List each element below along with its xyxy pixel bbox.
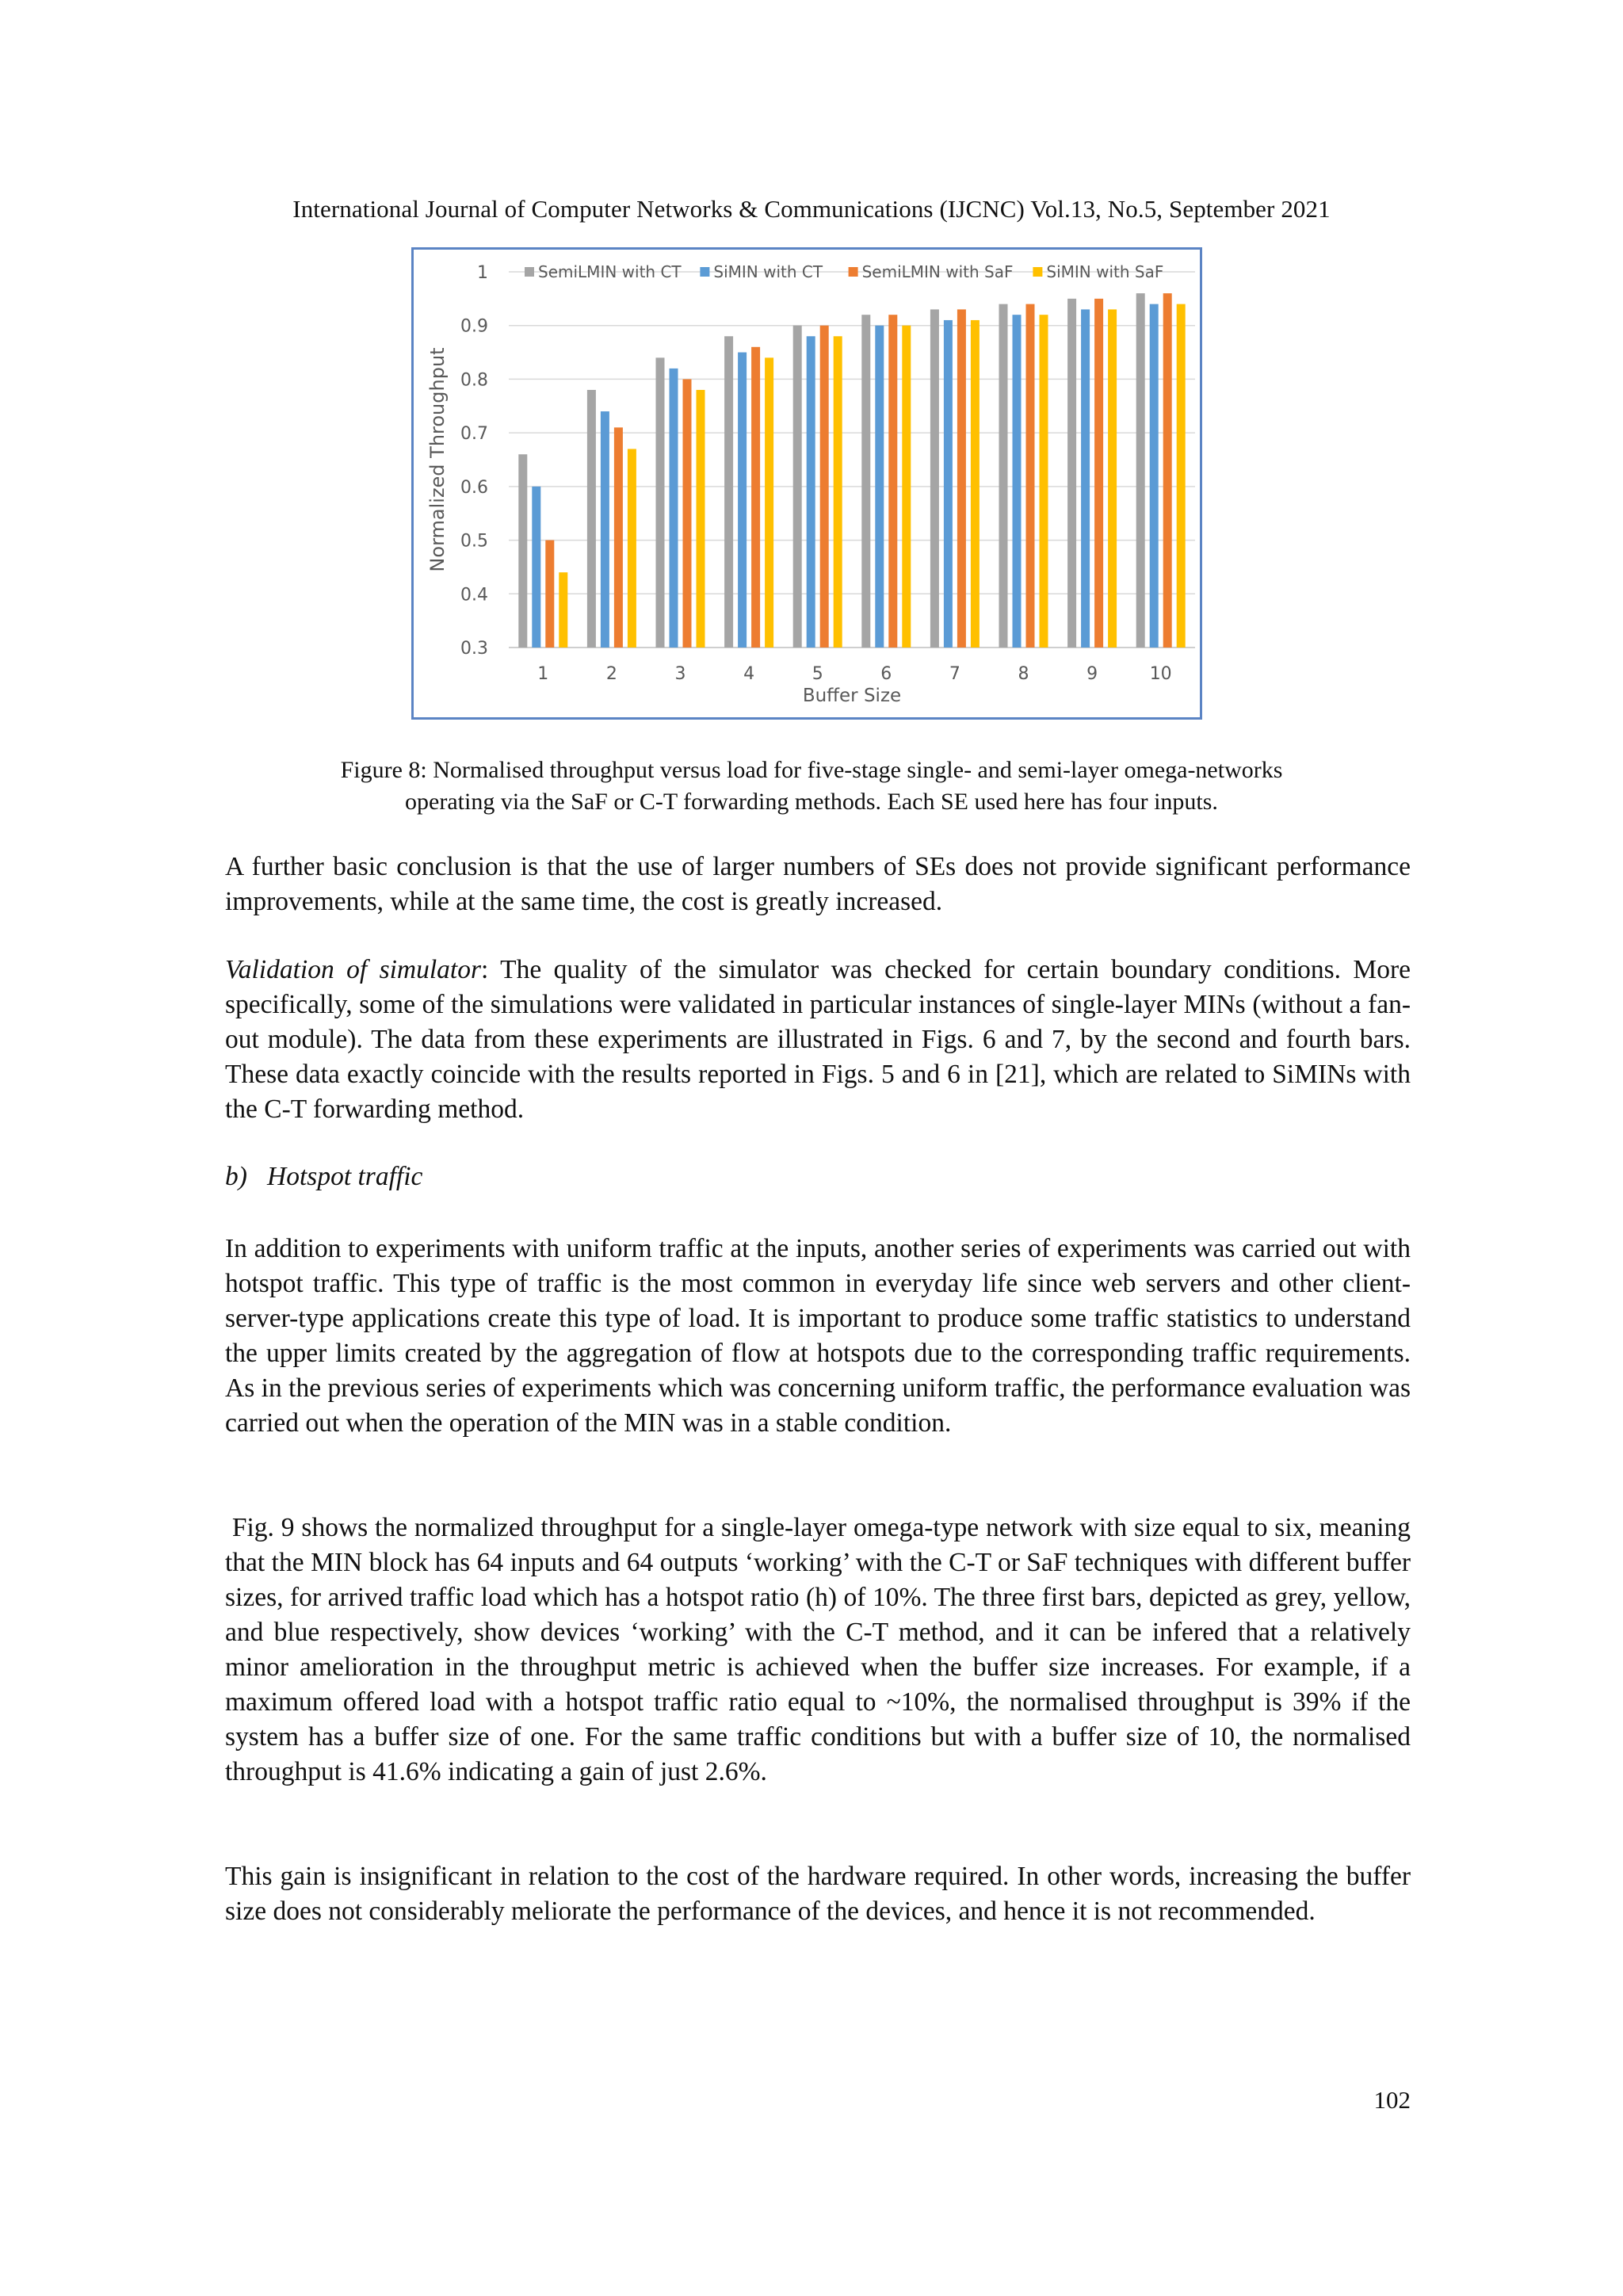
x-tick-label: 6 — [880, 664, 892, 684]
bar — [1067, 299, 1076, 648]
bar — [518, 454, 527, 648]
y-tick-label: 1 — [477, 263, 488, 283]
bar — [1094, 299, 1103, 648]
x-tick-label: 1 — [537, 664, 549, 684]
y-tick-label: 0.9 — [460, 316, 488, 337]
bar — [670, 369, 678, 648]
x-tick-label: 8 — [1018, 664, 1029, 684]
caption-line-2: operating via the SaF or C-T forwarding methods. Each SE used here has four inputs. — [405, 789, 1218, 815]
validation-text: : The quality of the simulator was checked for certain boundary conditions. More specifically, some of the simulations were validated in particular instances of single-layer MINs (without a fan-out module). The data from these experiments are illustrated in Figs. 6 and 7, by the second and fourth bars. These data exactly coincide with the results reported in Figs. 5 and 6 in [21], which are related to SiMINs with the C-T forwarding method. — [225, 955, 1411, 1124]
paragraph-conclusion: A further basic conclusion is that the use of larger numbers of SEs does not provide significant performance improvements, while at the same time, the cost is greatly increased. — [225, 852, 1411, 916]
legend-label: SemiLMIN with CT — [538, 262, 682, 281]
bar — [793, 326, 802, 648]
legend-label: SiMIN with CT — [713, 262, 823, 281]
legend-label: SiMIN with SaF — [1046, 262, 1164, 281]
bar — [545, 541, 554, 648]
x-tick-label: 10 — [1149, 664, 1172, 684]
bar-chart-svg — [414, 250, 1200, 717]
paragraph-validation — [225, 953, 1411, 1127]
bar — [820, 326, 829, 648]
legend-swatch — [700, 267, 709, 277]
legend-swatch — [849, 267, 858, 277]
bar — [807, 336, 815, 648]
y-tick-label: 0.3 — [460, 639, 488, 659]
y-axis-title: Normalized Throughput — [426, 347, 449, 572]
y-tick-label: 0.4 — [460, 585, 488, 606]
bar — [628, 449, 636, 648]
x-tick-label: 4 — [743, 664, 755, 684]
legend-swatch — [1033, 267, 1042, 277]
bar — [861, 315, 870, 648]
bar — [834, 336, 842, 648]
x-tick-label: 5 — [812, 664, 823, 684]
page-number: 102 — [1373, 2086, 1411, 2114]
bar — [944, 320, 953, 648]
bar — [1150, 304, 1159, 648]
y-tick-label: 0.5 — [460, 531, 488, 552]
legend-label: SemiLMIN with SaF — [861, 262, 1014, 281]
bar — [1040, 315, 1048, 648]
x-tick-label: 3 — [674, 664, 686, 684]
y-tick-label: 0.7 — [460, 424, 488, 445]
bar — [971, 320, 980, 648]
y-tick-label: 0.8 — [460, 370, 488, 391]
figure-caption — [222, 755, 1401, 818]
bar — [532, 487, 540, 648]
x-axis-title: Buffer Size — [802, 686, 902, 706]
bar — [1177, 304, 1186, 648]
bar — [875, 326, 884, 648]
bar — [587, 390, 596, 648]
journal-header: International Journal of Computer Networks & Communications (IJCNC) Vol.13, No.5, September 2021 — [292, 195, 1331, 223]
paragraph-hotspot-intro: In addition to experiments with uniform traffic at the inputs, another series of experiments was carried out with hotspot traffic. This type of traffic is the most common in everyday life since web servers and other client-server-type applications create this type of load. It is important to produce some traffic statistics to understand the upper limits created by the aggregation of flow at hotspots due to the corresponding traffic requirements. As in the previous series of experiments which was concerning uniform traffic, the performance evaluation was carried out when the operation of the MIN was in a stable condition. — [225, 1234, 1411, 1438]
bar — [888, 315, 897, 648]
paragraph-gain: This gain is insignificant in relation to the cost of the hardware required. In other words, increasing the buffer size does not considerably meliorate the performance of the devices, and hence it is not recommended. — [225, 1862, 1411, 1926]
bar — [957, 309, 966, 648]
bar — [1163, 293, 1172, 648]
bar — [601, 411, 609, 648]
bar — [1108, 309, 1117, 648]
x-tick-label: 7 — [949, 664, 960, 684]
x-tick-label: 2 — [605, 664, 617, 684]
bar — [614, 427, 623, 648]
bar — [999, 304, 1008, 648]
bar — [930, 309, 939, 648]
caption-line-1: Figure 8: Normalised throughput versus load for five-stage single- and semi-layer omega-networks — [340, 757, 1283, 783]
validation-lead: Validation of simulator — [225, 955, 482, 984]
bar — [765, 357, 773, 648]
bar — [683, 379, 692, 648]
bar — [751, 347, 760, 648]
bar — [1136, 293, 1145, 648]
legend-swatch — [525, 267, 534, 277]
paragraph-fig9: Fig. 9 shows the normalized throughput for a single-layer omega-type network with size equal to six, meaning that the MIN block has 64 inputs and 64 outputs ‘working’ with the C-T or SaF techniques with different buffer sizes, for arrived traffic load which has a hotspot ratio (h) of 10%. The three first bars, depicted as grey, yellow, and blue respectively, show devices ‘working’ with the C-T method, and it can be infered that a relatively minor amelioration in the throughput metric is achieved when the buffer size increases. For example, if a maximum offered load with a hotspot traffic ratio equal to ~10%, the normalised throughput is 39% if the system has a buffer size of one. For the same traffic conditions but with a buffer size of 10, the normalised throughput is 41.6% indicating a gain of just 2.6%. — [225, 1513, 1411, 1786]
bar — [738, 353, 747, 648]
bar — [559, 572, 567, 648]
bar — [1081, 309, 1090, 648]
bar — [1026, 304, 1035, 648]
bar — [902, 326, 911, 648]
y-tick-label: 0.6 — [460, 477, 488, 498]
bar — [724, 336, 733, 648]
section-subheading: b) Hotspot traffic — [225, 1162, 423, 1191]
figure-8-chart — [411, 247, 1202, 720]
bar — [697, 390, 705, 648]
bar — [656, 357, 665, 648]
bar — [1013, 315, 1022, 648]
x-tick-label: 9 — [1086, 664, 1098, 684]
